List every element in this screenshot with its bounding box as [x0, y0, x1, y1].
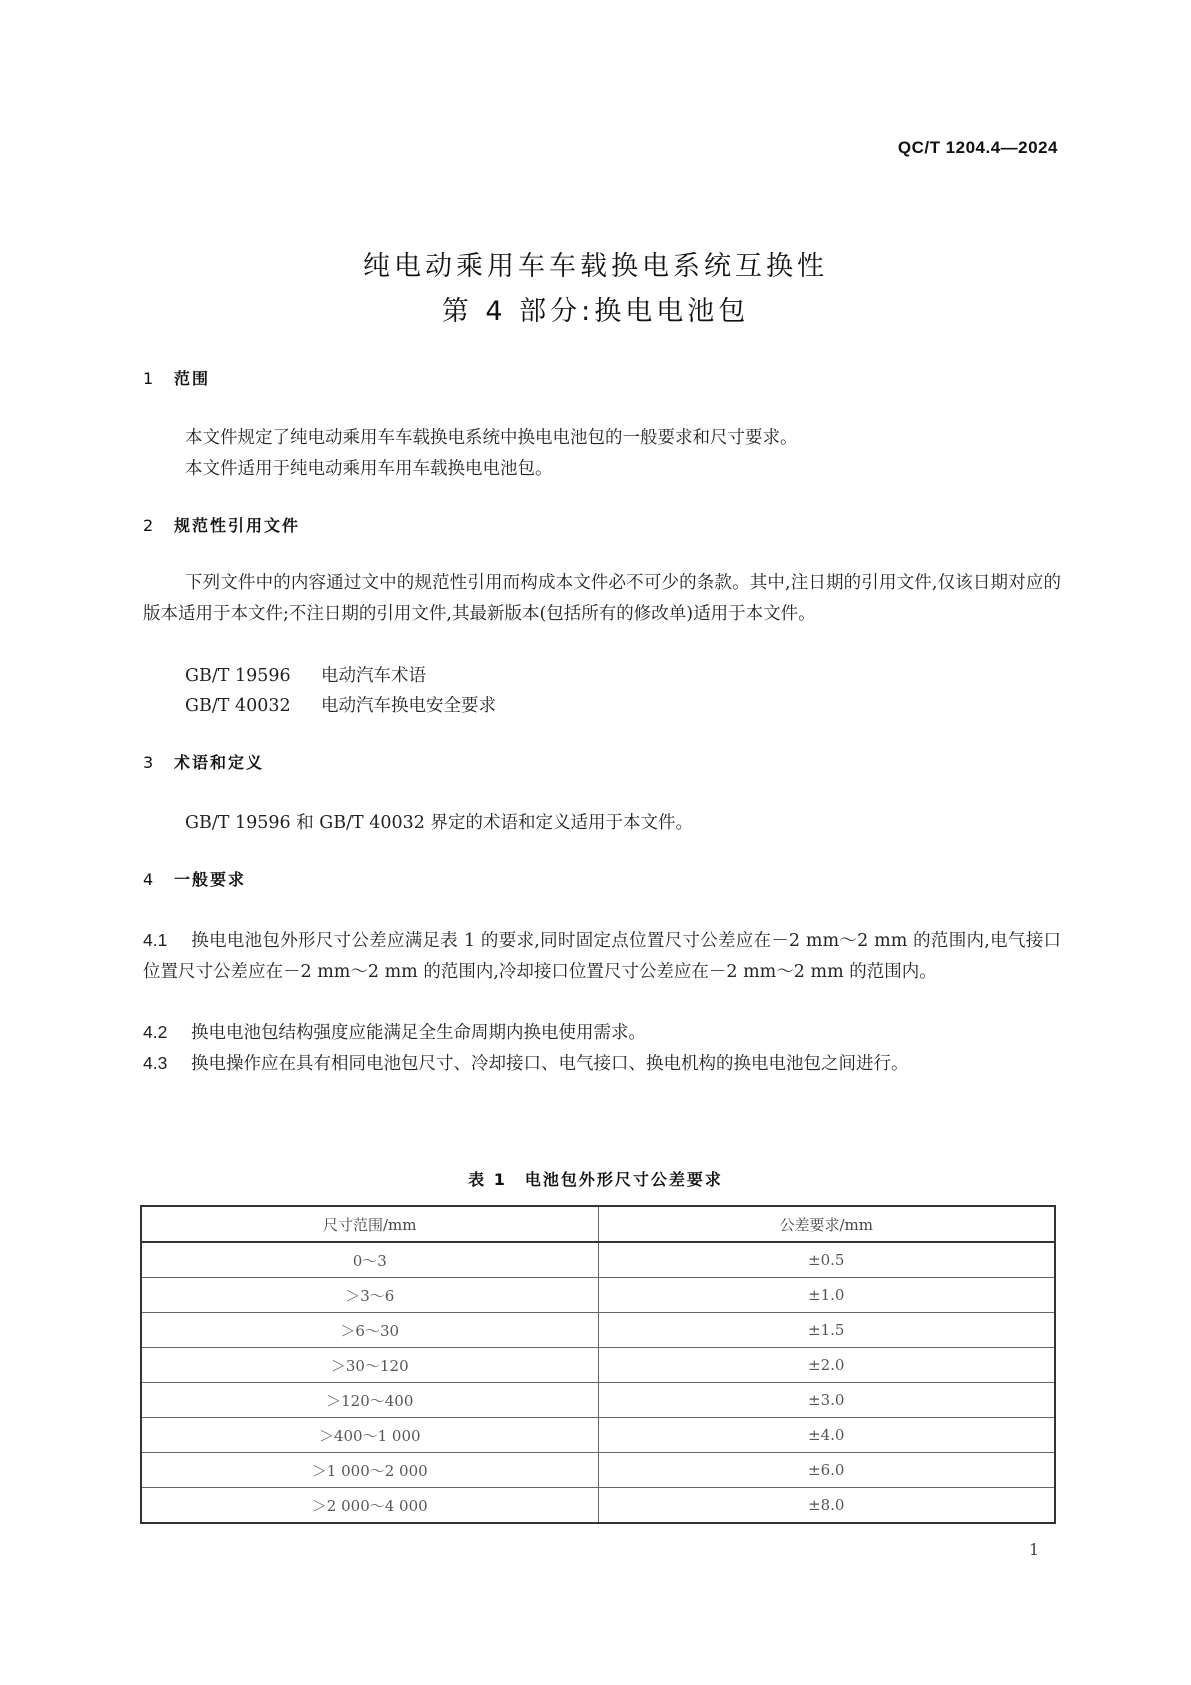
section-title: 范围 — [174, 369, 211, 388]
reference-title: 电动汽车换电安全要求 — [321, 696, 496, 716]
section-title: 一般要求 — [174, 870, 247, 889]
size-range-cell: ＞2 000～4 000 — [141, 1488, 598, 1524]
clause-text: 换电操作应在具有相同电池包尺寸、冷却接口、电气接口、换电机构的换电电池包之间进行。 — [191, 1054, 909, 1074]
size-range-cell: ＞400～1 000 — [141, 1418, 598, 1453]
table-row — [141, 1278, 1055, 1313]
tolerance-cell: ±4.0 — [598, 1418, 1055, 1453]
clause-4-3 — [143, 1048, 1061, 1080]
clause-4-1 — [143, 925, 1061, 988]
paragraph: 本文件规定了纯电动乘用车车载换电系统中换电电池包的一般要求和尺寸要求。 — [185, 428, 798, 448]
reference-item — [185, 662, 426, 687]
section-number: 4 — [143, 870, 156, 889]
tolerance-cell: ±6.0 — [598, 1453, 1055, 1488]
section-number: 1 — [143, 369, 156, 388]
section-heading-scope — [143, 366, 210, 389]
table-row — [141, 1313, 1055, 1348]
clause-number: 4.1 — [143, 930, 168, 950]
page-number: 1 — [1029, 1540, 1040, 1559]
table-row — [141, 1488, 1055, 1524]
column-header-size-range: 尺寸范围/mm — [141, 1206, 598, 1242]
clause-4-2 — [143, 1017, 1061, 1049]
paragraph: 下列文件中的内容通过文中的规范性引用而构成本文件必不可少的条款。其中,注日期的引用文件,仅该日期对应的版本适用于本文件;不注日期的引用文件,其最新版本(包括所有的修改单)适用于本文件。 — [143, 573, 1061, 624]
tolerance-table — [140, 1205, 1056, 1524]
table-row — [141, 1242, 1055, 1278]
clause-number: 4.2 — [143, 1022, 168, 1042]
size-range-cell: 0～3 — [141, 1242, 598, 1278]
size-range-cell: ＞1 000～2 000 — [141, 1453, 598, 1488]
reference-code: GB/T 19596 — [185, 666, 291, 686]
size-range-cell: ＞3～6 — [141, 1278, 598, 1313]
clause-number: 4.3 — [143, 1053, 168, 1073]
table-caption: 表 1 电池包外形尺寸公差要求 — [468, 1170, 723, 1189]
table-row — [141, 1453, 1055, 1488]
table-row — [141, 1348, 1055, 1383]
tolerance-cell: ±0.5 — [598, 1242, 1055, 1278]
section-heading-normative-references — [143, 513, 300, 536]
tolerance-cell: ±8.0 — [598, 1488, 1055, 1524]
reference-code: GB/T 40032 — [185, 696, 291, 716]
size-range-cell: ＞6～30 — [141, 1313, 598, 1348]
clause-text: 换电电池包外形尺寸公差应满足表 1 的要求,同时固定点位置尺寸公差应在－2 mm～2 mm 的范围内,电气接口位置尺寸公差应在－2 mm～2 mm 的范围内,冷却接口位置尺寸公差应在－2 mm～2 mm 的范围内。 — [143, 931, 1061, 982]
standard-number: QC/T 1204.4—2024 — [897, 138, 1058, 157]
size-range-cell: ＞120～400 — [141, 1383, 598, 1418]
table-header-row — [141, 1206, 1055, 1242]
reference-item — [185, 692, 496, 717]
clause-text: 换电电池包结构强度应能满足全生命周期内换电使用需求。 — [191, 1023, 646, 1043]
size-range-cell: ＞30～120 — [141, 1348, 598, 1383]
table-row — [141, 1383, 1055, 1418]
section-number: 2 — [143, 516, 156, 535]
paragraph: 本文件适用于纯电动乘用车用车载换电电池包。 — [185, 459, 553, 479]
reference-title: 电动汽车术语 — [321, 666, 426, 686]
document-title-line1: 纯电动乘用车车载换电系统互换性 — [363, 251, 828, 282]
section-heading-general-requirements — [143, 867, 246, 890]
tolerance-cell: ±2.0 — [598, 1348, 1055, 1383]
section-title: 规范性引用文件 — [174, 516, 301, 535]
table-row — [141, 1418, 1055, 1453]
section-title: 术语和定义 — [174, 753, 265, 772]
column-header-tolerance: 公差要求/mm — [598, 1206, 1055, 1242]
tolerance-cell: ±1.5 — [598, 1313, 1055, 1348]
paragraph: GB/T 19596 和 GB/T 40032 界定的术语和定义适用于本文件。 — [185, 813, 693, 833]
tolerance-cell: ±1.0 — [598, 1278, 1055, 1313]
section-number: 3 — [143, 753, 156, 772]
tolerance-cell: ±3.0 — [598, 1383, 1055, 1418]
section-heading-terms — [143, 750, 264, 773]
document-title-line2: 第 4 部分:换电电池包 — [441, 296, 750, 327]
